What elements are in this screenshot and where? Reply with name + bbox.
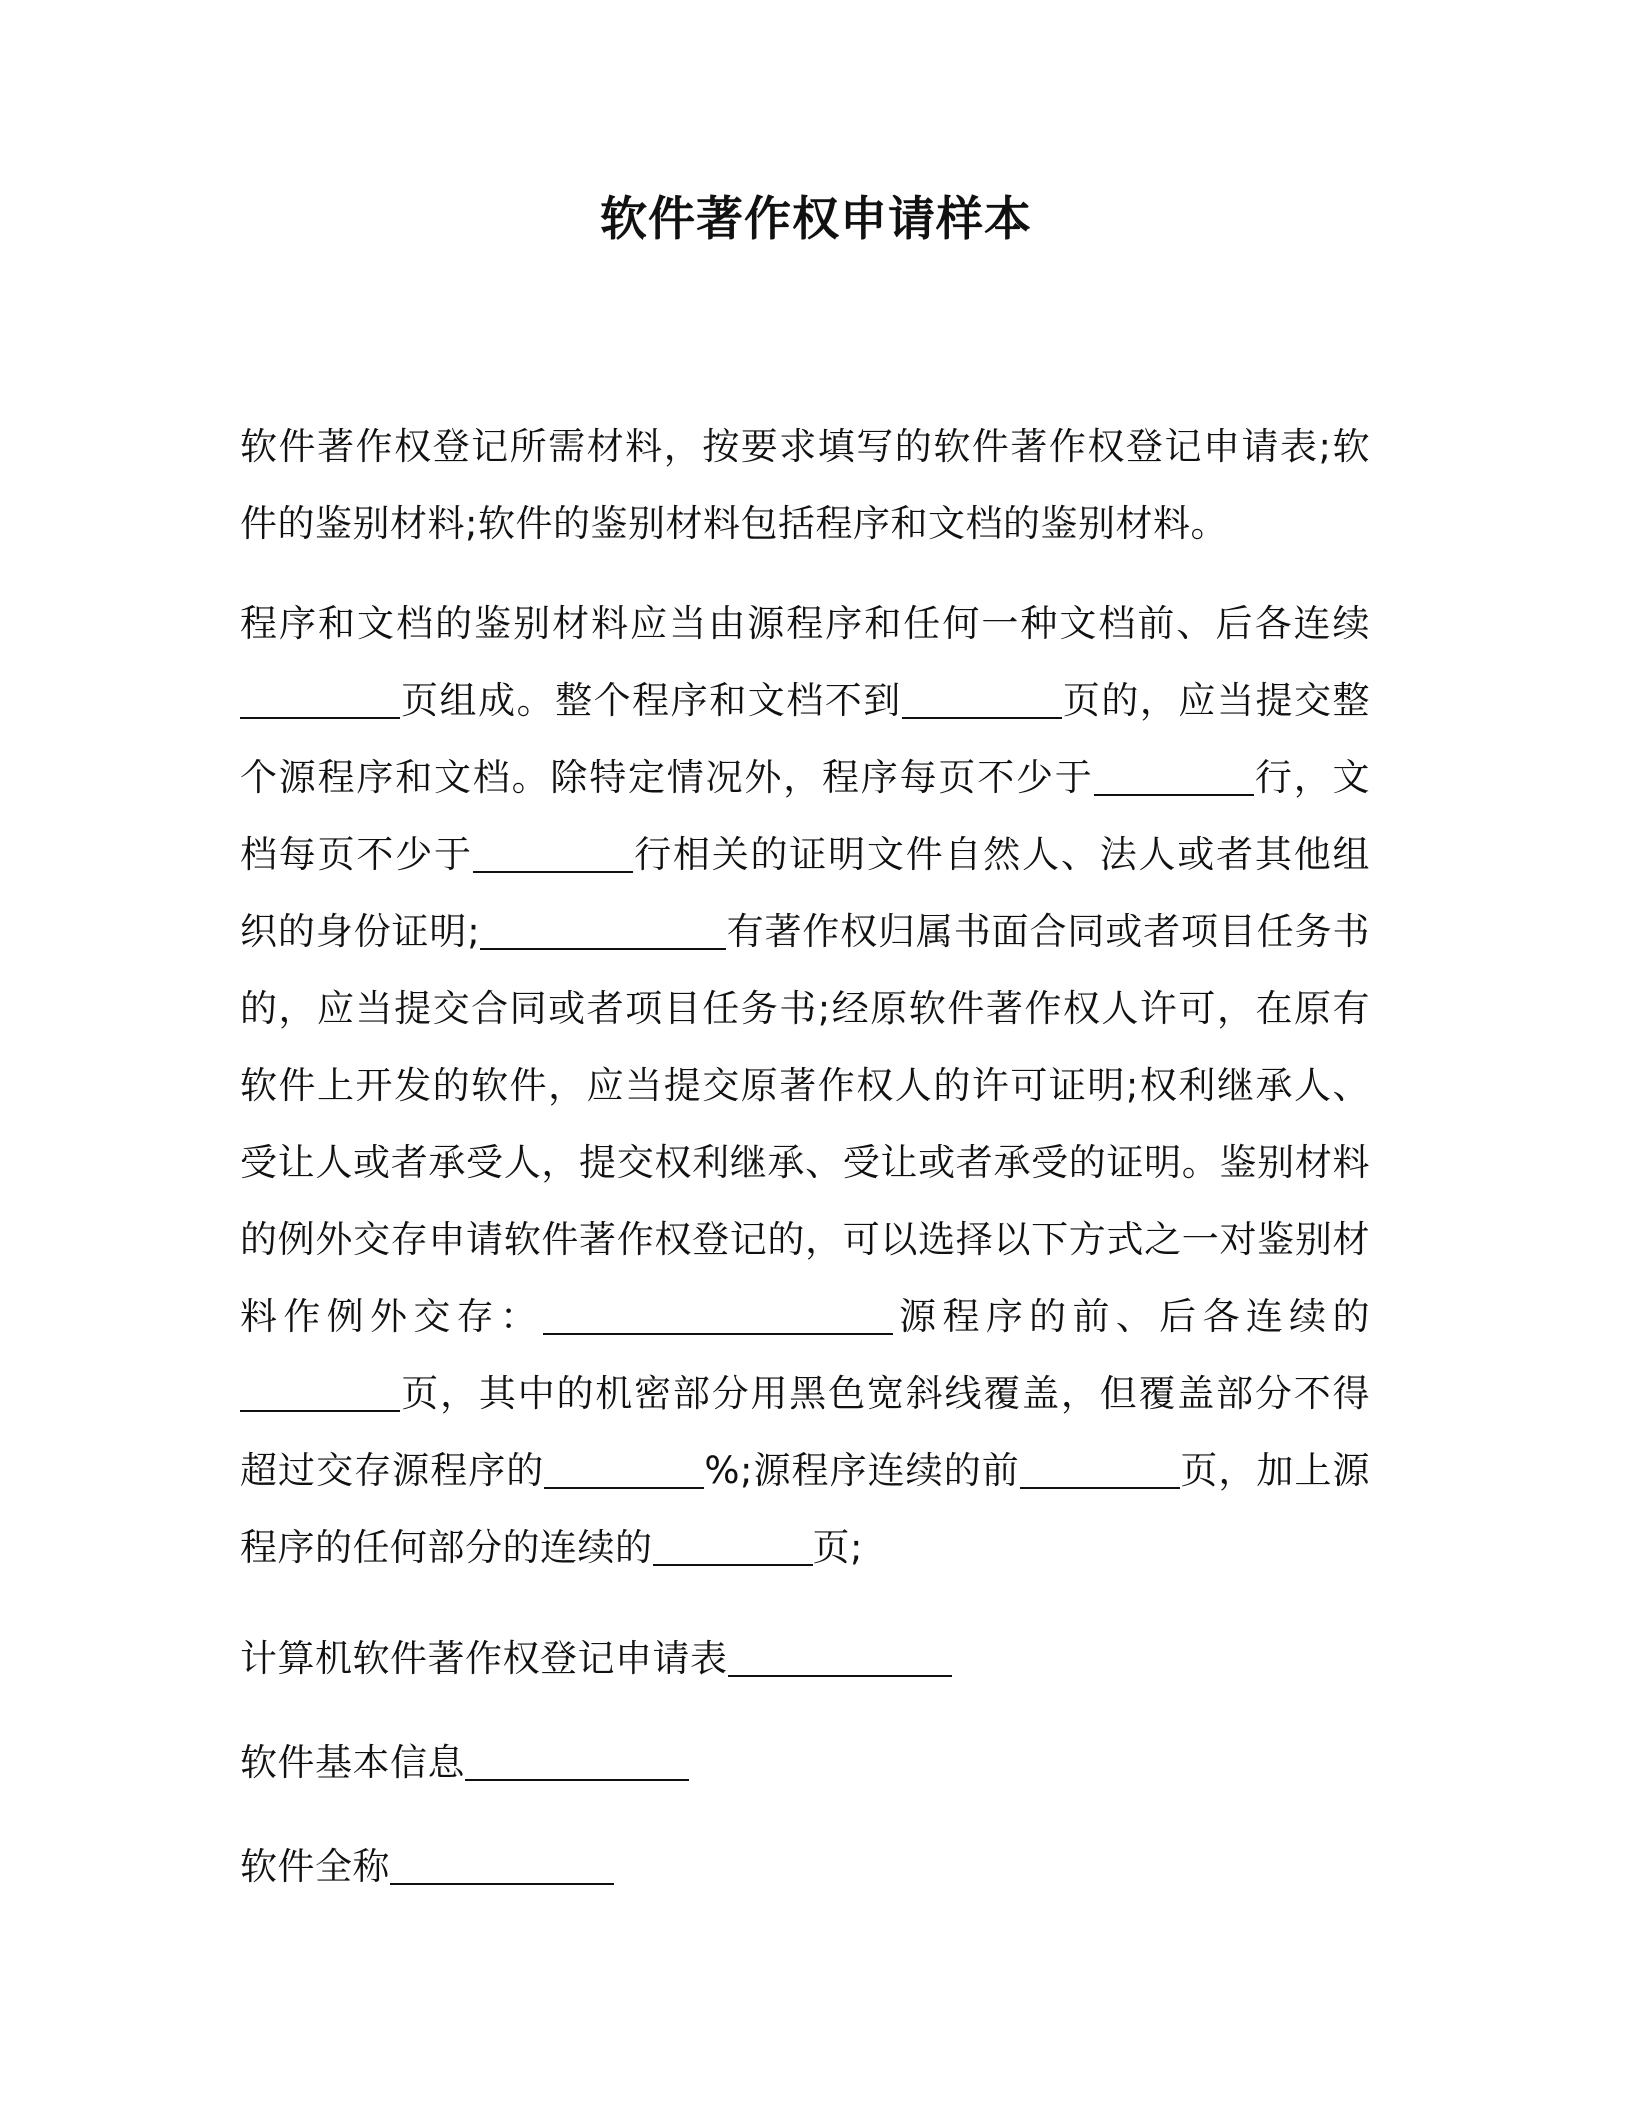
paragraph-segment: 源程序的前、后各连续的	[893, 1295, 1371, 1338]
form-line-full-name	[240, 1828, 1370, 1905]
fill-blank[interactable]	[902, 678, 1062, 719]
fill-blank[interactable]	[480, 909, 726, 950]
fill-blank[interactable]	[544, 1448, 704, 1489]
fill-blank[interactable]	[390, 1844, 614, 1885]
form-line-application-form	[240, 1620, 1370, 1697]
paragraph-segment: 页，加上源程序的任何部分的连续的	[240, 1449, 1371, 1569]
fill-blank[interactable]	[1094, 755, 1254, 796]
page-title: 软件著作权申请样本	[600, 192, 1032, 247]
paragraph-segment: 程序和文档的鉴别材料应当由源程序和任何一种文档前、后各连续	[240, 602, 1370, 645]
form-line-basic-info	[240, 1724, 1370, 1801]
form-line-label: 软件基本信息	[240, 1741, 465, 1784]
form-line-label: 计算机软件著作权登记申请表	[240, 1637, 728, 1680]
fill-blank[interactable]	[473, 832, 633, 873]
paragraph-materials: 软件著作权登记所需材料，按要求填写的软件著作权登记申请表;软件的鉴别材料;软件的鉴别材料包括程序和文档的鉴别材料。	[240, 425, 1370, 545]
paragraph-segment: 有著作权归属书面合同或者项目任务书的，应当提交合同或者项目任务书;经原软件著作权人许可，在原有软件上开发的软件，应当提交原著作权人的许可证明;权利继承人、受让人或者承受人，提交权利继承、受让或者承受的证明。鉴别材料的例外交存申请软件著作权登记的，可以选择以下方式之一对鉴别材料作例外交存：	[240, 910, 1371, 1338]
paragraph-identification-materials	[240, 585, 1370, 1586]
fill-blank[interactable]	[465, 1740, 689, 1781]
fill-blank[interactable]	[728, 1636, 952, 1677]
fill-blank[interactable]	[240, 678, 400, 719]
paragraph-segment: 页;	[812, 1526, 863, 1569]
fill-blank[interactable]	[1020, 1448, 1180, 1489]
paragraph-segment: 页的，应当提交整个源程序和文档。除特定情况外，程序每页不少于	[240, 679, 1371, 799]
paragraph-segment: %;源程序连续的前	[704, 1449, 1020, 1492]
fill-blank[interactable]	[543, 1294, 893, 1335]
paragraph-segment: 页，其中的机密部分用黑色宽斜线覆盖，但覆盖部分不得超过交存源程序的	[240, 1372, 1370, 1492]
paragraph-segment: 行，文档每页不少于	[240, 756, 1371, 876]
paragraph-segment: 页组成。整个程序和文档不到	[400, 679, 902, 722]
form-line-label: 软件全称	[240, 1845, 390, 1888]
fill-blank[interactable]	[240, 1371, 400, 1412]
fill-blank[interactable]	[653, 1525, 813, 1566]
paragraph-segment: 行相关的证明文件自然人、法人或者其他组织的身份证明;	[240, 833, 1371, 953]
